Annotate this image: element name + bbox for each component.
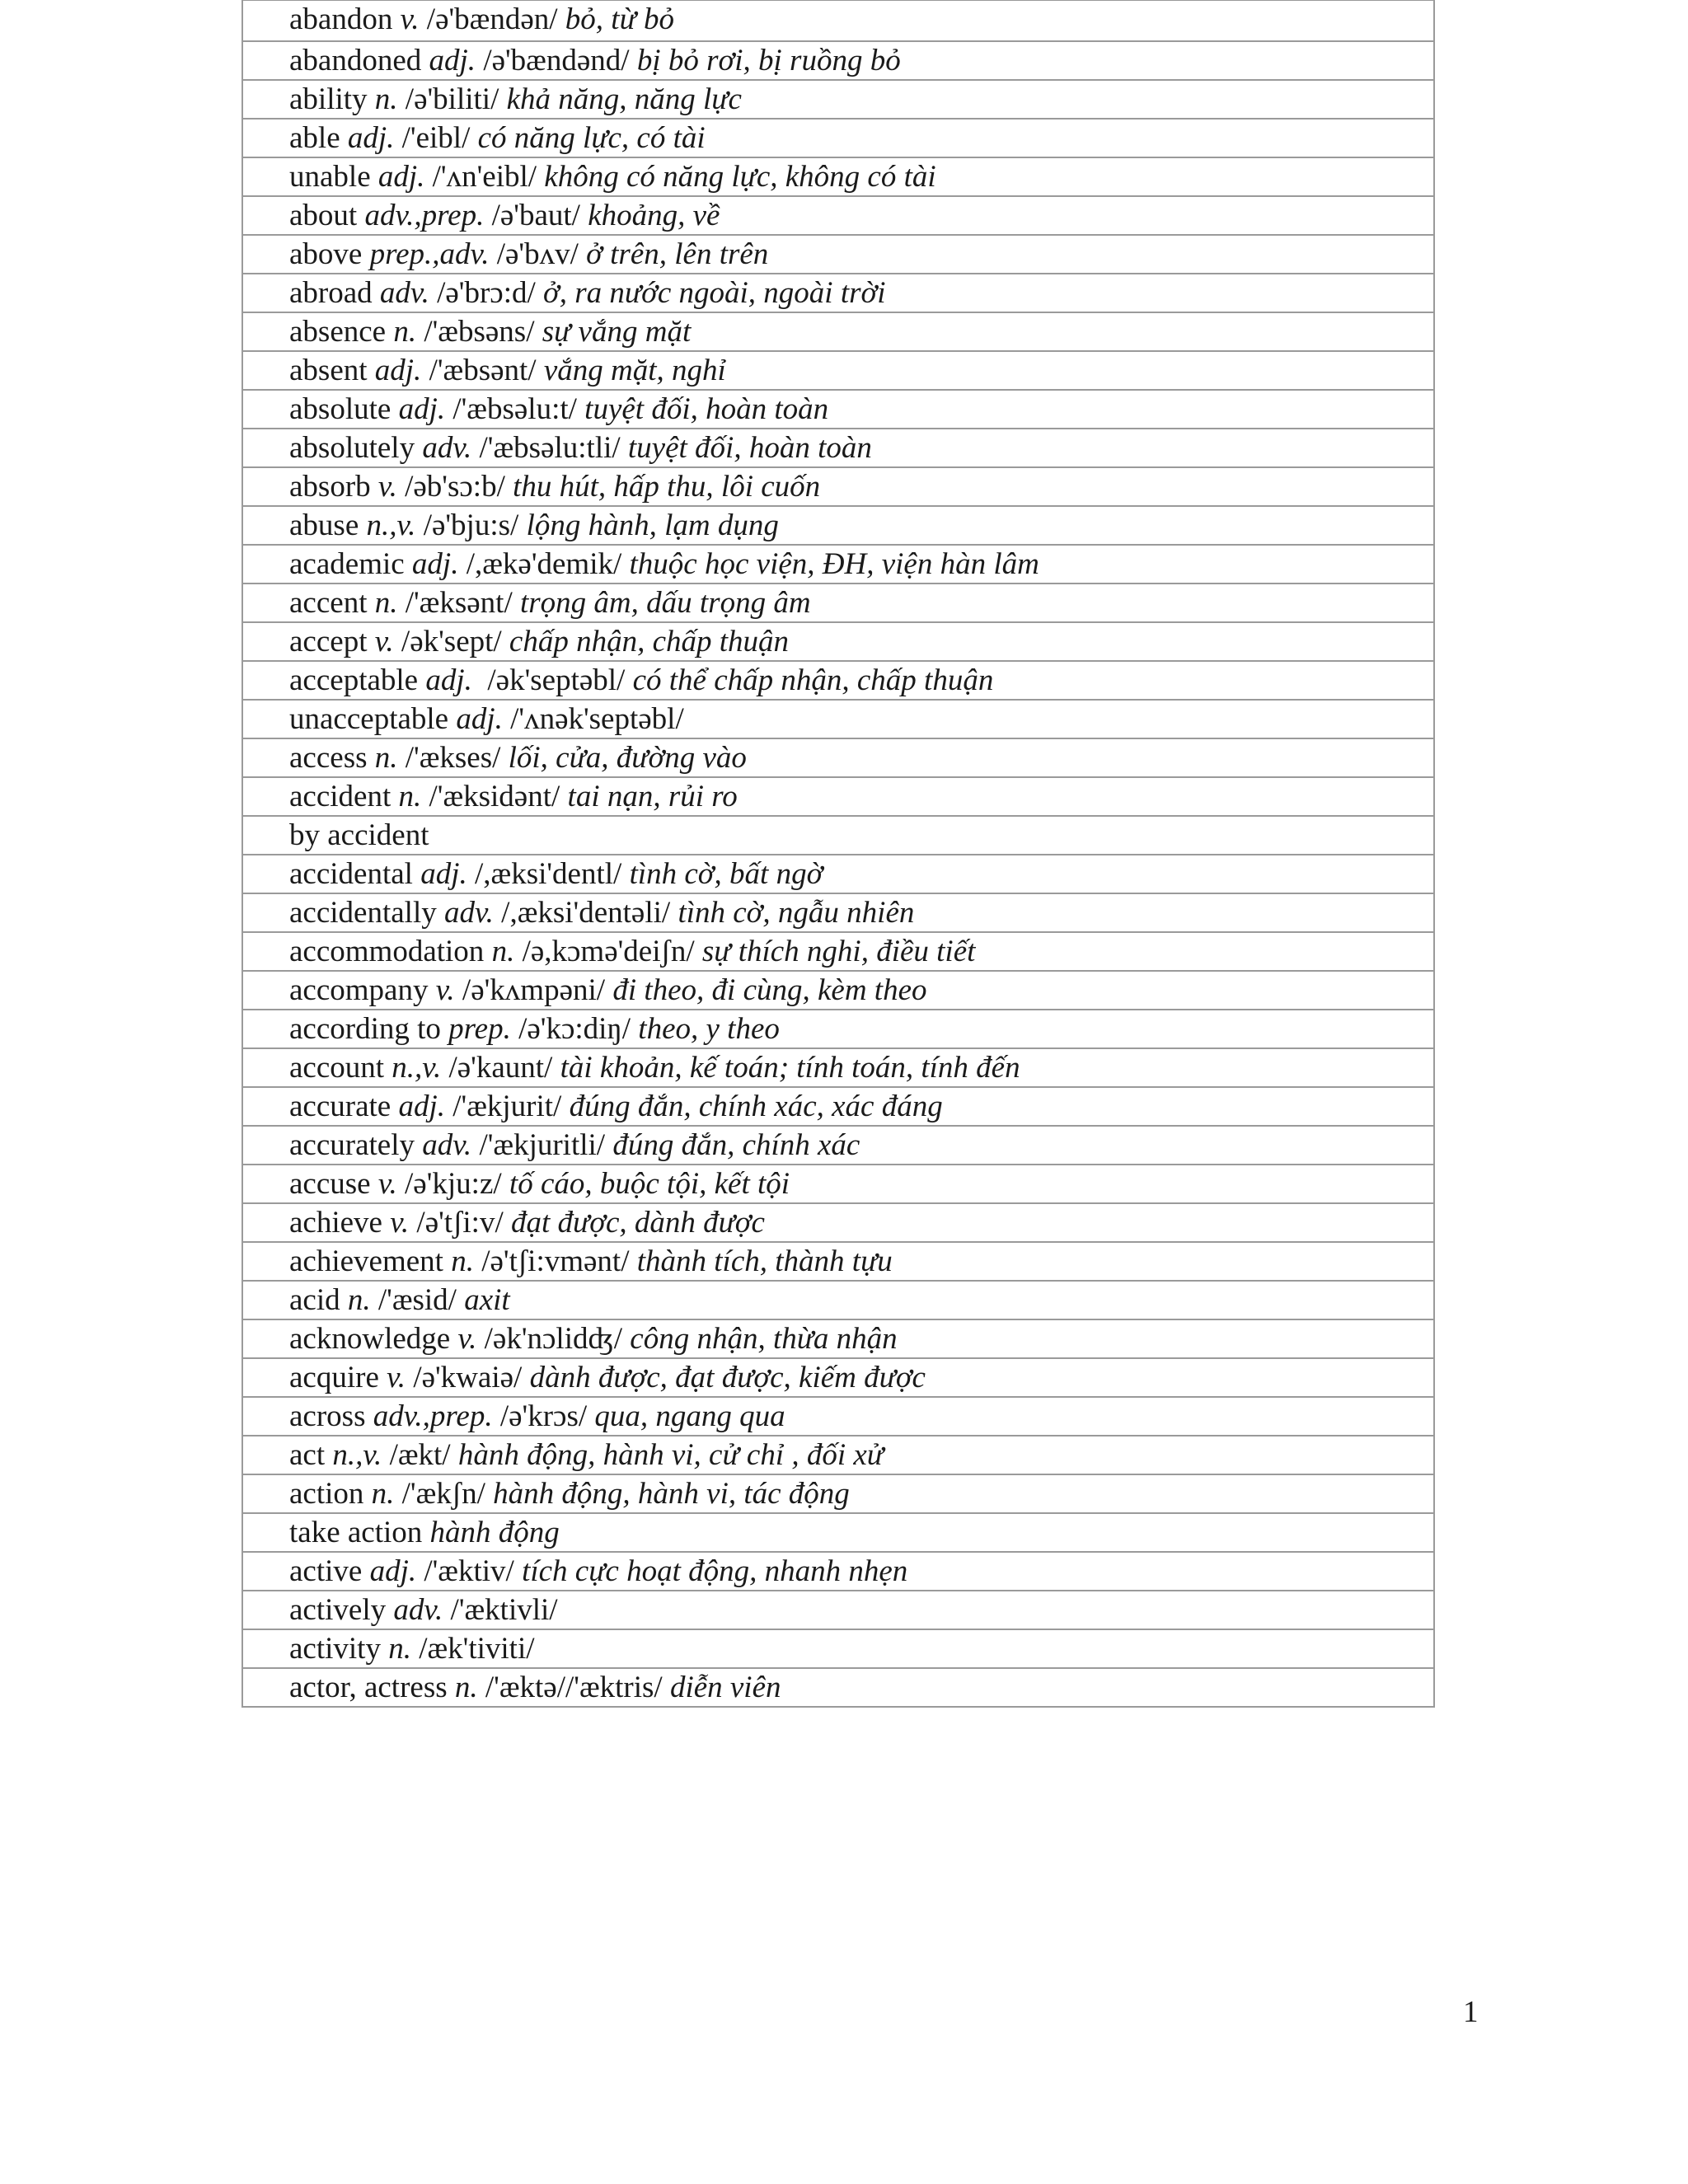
entry-meaning: tai nạn, rủi ro — [567, 780, 738, 813]
entry-word: across — [289, 1399, 366, 1433]
entry-part-of-speech: adj. — [425, 663, 472, 697]
entry-meaning: qua, ngang qua — [594, 1399, 785, 1433]
vocab-row — [243, 79, 1433, 118]
entry-part-of-speech: adj. — [398, 1090, 445, 1123]
entry-pronunciation: /ə'kɔ:diŋ/ — [518, 1012, 631, 1046]
entry-pronunciation: /ək'sept/ — [401, 625, 502, 658]
entry-meaning: tình cờ, bất ngờ — [629, 857, 823, 891]
entry-pronunciation: /,æksi'dentəli/ — [501, 896, 671, 930]
entry-part-of-speech: adj. — [347, 121, 395, 155]
entry-pronunciation: /'æbsəlu:tli/ — [479, 431, 621, 465]
entry-word: access — [289, 741, 368, 775]
entry-word: actively — [289, 1593, 387, 1627]
entry-part-of-speech: n. — [398, 780, 422, 813]
entry-word: accident — [289, 780, 392, 813]
entry-word: accidentally — [289, 896, 437, 930]
vocab-row — [243, 1629, 1433, 1667]
entry-part-of-speech: adv. — [393, 1593, 443, 1627]
entry-part-of-speech: adj. — [374, 354, 422, 387]
entry-meaning: bị bỏ rơi, bị ruồng bỏ — [636, 44, 901, 77]
entry-meaning: thu hút, hấp thu, lôi cuốn — [513, 470, 821, 504]
vocab-row — [243, 0, 1433, 40]
entry-pronunciation: /ə'bju:s/ — [423, 509, 519, 542]
entry-pronunciation: /,æksi'dentl/ — [474, 857, 622, 891]
entry-part-of-speech: adj. — [377, 160, 425, 194]
entry-meaning: tình cờ, ngẫu nhiên — [678, 896, 915, 930]
entry-part-of-speech: n. — [347, 1283, 371, 1317]
entry-word: accurate — [289, 1090, 392, 1123]
entry-pronunciation: /ə'krɔs/ — [499, 1399, 588, 1433]
vocab-row — [243, 583, 1433, 621]
entry-word: absorb — [289, 470, 371, 504]
entry-word: acquire — [289, 1361, 379, 1394]
entry-meaning: khoảng, về — [588, 199, 720, 232]
entry-pronunciation: /'æsid/ — [377, 1283, 457, 1317]
entry-pronunciation: /æk'tiviti/ — [419, 1632, 535, 1666]
vocab-row — [243, 1357, 1433, 1396]
vocab-row — [243, 195, 1433, 234]
entry-word: accuse — [289, 1167, 371, 1201]
entry-part-of-speech: adj. — [398, 392, 446, 426]
vocab-row — [243, 1474, 1433, 1512]
entry-word: accurately — [289, 1128, 415, 1162]
entry-word: act — [289, 1438, 326, 1472]
entry-pronunciation: /ə'bændənd/ — [483, 44, 630, 77]
vocab-row — [243, 273, 1433, 312]
entry-part-of-speech: v. — [390, 1206, 410, 1240]
entry-word: accent — [289, 586, 368, 620]
vocab-row — [243, 815, 1433, 854]
entry-word: unable — [289, 160, 371, 194]
entry-word: active — [289, 1554, 363, 1588]
vocab-row — [243, 505, 1433, 544]
entry-part-of-speech: adv. — [379, 276, 429, 310]
entry-pronunciation: /ək'nɔlidʤ/ — [484, 1322, 623, 1356]
vocab-row — [243, 1280, 1433, 1319]
entry-meaning: tuyệt đối, hoàn toàn — [627, 431, 872, 465]
vocab-row — [243, 738, 1433, 776]
entry-part-of-speech: prep. — [448, 1012, 511, 1046]
entry-part-of-speech: prep.,adv. — [369, 237, 490, 271]
vocab-row — [243, 1086, 1433, 1125]
entry-word: absolute — [289, 392, 392, 426]
entry-pronunciation: /ə'bʌv/ — [496, 237, 579, 271]
entry-meaning: có thể chấp nhận, chấp thuận — [632, 663, 994, 697]
entry-part-of-speech: n. — [374, 82, 398, 116]
entry-meaning: hành động, hành vi, cử chỉ , đối xử — [457, 1438, 884, 1472]
entry-word: acknowledge — [289, 1322, 451, 1356]
vocab-row — [243, 1241, 1433, 1280]
entry-meaning: axit — [464, 1283, 510, 1317]
entry-pronunciation: /'æbsənt/ — [429, 354, 537, 387]
entry-meaning: trọng âm, dấu trọng âm — [520, 586, 811, 620]
vocab-row — [243, 1319, 1433, 1357]
vocab-row — [243, 40, 1433, 79]
entry-part-of-speech: n. — [451, 1244, 474, 1278]
entry-part-of-speech: adj. — [411, 547, 459, 581]
vocab-row — [243, 1047, 1433, 1086]
entry-part-of-speech: adj. — [456, 702, 503, 736]
entry-pronunciation: /'æbsəlu:t/ — [452, 392, 577, 426]
vocab-row — [243, 1512, 1433, 1551]
vocab-row — [243, 389, 1433, 428]
entry-meaning: công nhận, thừa nhận — [630, 1322, 898, 1356]
entry-word: absolutely — [289, 431, 415, 465]
vocab-row — [243, 1202, 1433, 1241]
entry-word: action — [289, 1477, 364, 1511]
entry-part-of-speech: adv. — [422, 1128, 472, 1162]
entry-part-of-speech: v. — [377, 470, 397, 504]
entry-part-of-speech: v. — [457, 1322, 477, 1356]
entry-part-of-speech: adv.,prep. — [373, 1399, 493, 1433]
entry-word: accidental — [289, 857, 413, 891]
entry-pronunciation: /'ʌnək'septəbl/ — [510, 702, 684, 736]
entry-part-of-speech: n. — [491, 935, 515, 968]
entry-pronunciation: /'ækjurit/ — [452, 1090, 562, 1123]
entry-meaning: hành động, hành vi, tác động — [493, 1477, 850, 1511]
entry-word: acid — [289, 1283, 340, 1317]
entry-part-of-speech: n. — [454, 1671, 478, 1704]
entry-word: academic — [289, 547, 405, 581]
vocab-row — [243, 466, 1433, 505]
entry-word: activity — [289, 1632, 381, 1666]
entry-word: unacceptable — [289, 702, 449, 736]
entry-word: abuse — [289, 509, 359, 542]
entry-meaning: lối, cửa, đường vào — [508, 741, 747, 775]
entry-meaning: sự thích nghi, điều tiết — [701, 935, 976, 968]
vocab-row — [243, 234, 1433, 273]
entry-part-of-speech: n.,v. — [332, 1438, 382, 1472]
vocab-row — [243, 428, 1433, 466]
vocab-row — [243, 1435, 1433, 1474]
entry-part-of-speech: adv. — [443, 896, 494, 930]
entry-word: absent — [289, 354, 368, 387]
entry-meaning: đúng đắn, chính xác, xác đáng — [569, 1090, 943, 1123]
entry-pronunciation: /'eibl/ — [401, 121, 471, 155]
entry-part-of-speech: n.,v. — [392, 1051, 442, 1085]
entry-word: take action — [289, 1516, 423, 1549]
entry-pronunciation: /'æktivli/ — [450, 1593, 558, 1627]
entry-meaning: khả năng, năng lực — [506, 82, 742, 116]
entry-word: abandon — [289, 2, 393, 36]
entry-meaning: chấp nhận, chấp thuận — [509, 625, 790, 658]
entry-word: acceptable — [289, 663, 419, 697]
entry-pronunciation: /,ækə'demik/ — [466, 547, 622, 581]
entry-pronunciation: /'æbsəns/ — [424, 315, 535, 349]
entry-pronunciation: /ək'septəbl/ — [480, 663, 626, 697]
entry-part-of-speech: n. — [374, 741, 398, 775]
entry-word: accept — [289, 625, 368, 658]
entry-meaning: hành động — [429, 1516, 560, 1549]
entry-meaning: tuyệt đối, hoàn toàn — [584, 392, 829, 426]
entry-pronunciation: /ə'bændən/ — [426, 2, 558, 36]
entry-meaning: tích cực hoạt động, nhanh nhẹn — [522, 1554, 908, 1588]
entry-word: actor, actress — [289, 1671, 448, 1704]
entry-part-of-speech: adj. — [369, 1554, 417, 1588]
entry-meaning: dành được, đạt được, kiếm được — [529, 1361, 926, 1394]
entry-pronunciation: /'æktiv/ — [424, 1554, 514, 1588]
entry-word: above — [289, 237, 363, 271]
vocab-row — [243, 699, 1433, 738]
entry-part-of-speech: v. — [435, 973, 455, 1007]
entry-part-of-speech: v. — [400, 2, 420, 36]
entry-pronunciation: /ə'brɔ:d/ — [437, 276, 536, 310]
entry-part-of-speech: n.,v. — [366, 509, 416, 542]
entry-part-of-speech: v. — [387, 1361, 406, 1394]
entry-pronunciation: /ə'biliti/ — [405, 82, 499, 116]
entry-meaning: thuộc học viện, ĐH, viện hàn lâm — [629, 547, 1039, 581]
vocab-row — [243, 1396, 1433, 1435]
entry-word: achieve — [289, 1206, 382, 1240]
entry-pronunciation: /'æksidənt/ — [429, 780, 560, 813]
entry-meaning: tố cáo, buộc tội, kết tội — [509, 1167, 790, 1201]
entry-part-of-speech: v. — [374, 625, 394, 658]
entry-pronunciation: /'æktə//'æktris/ — [485, 1671, 663, 1704]
entry-part-of-speech: v. — [377, 1167, 397, 1201]
entry-word: accompany — [289, 973, 429, 1007]
entry-pronunciation: /ə'kju:z/ — [405, 1167, 502, 1201]
vocab-row — [243, 1551, 1433, 1590]
vocab-row — [243, 1590, 1433, 1629]
entry-meaning: ở trên, lên trên — [586, 237, 769, 271]
entry-part-of-speech: n. — [388, 1632, 411, 1666]
entry-word: about — [289, 199, 358, 232]
vocab-row — [243, 621, 1433, 660]
entry-meaning: theo, y theo — [638, 1012, 780, 1046]
vocab-row — [243, 350, 1433, 389]
entry-meaning: đúng đắn, chính xác — [612, 1128, 860, 1162]
entry-pronunciation: /'ækjuritli/ — [479, 1128, 606, 1162]
entry-meaning: có năng lực, có tài — [477, 121, 706, 155]
vocab-row — [243, 970, 1433, 1009]
entry-pronunciation: /ækt/ — [389, 1438, 451, 1472]
entry-meaning: không có năng lực, không có tài — [544, 160, 936, 194]
vocab-row — [243, 118, 1433, 157]
vocab-row — [243, 544, 1433, 583]
entry-pronunciation: /ə'tʃi:v/ — [416, 1206, 504, 1240]
entry-pronunciation: /'ækʃn/ — [401, 1477, 485, 1511]
vocab-row — [243, 1667, 1433, 1706]
entry-word: by accident — [289, 818, 429, 852]
entry-word: abandoned — [289, 44, 422, 77]
entry-part-of-speech: n. — [374, 586, 398, 620]
entry-meaning: lộng hành, lạm dụng — [526, 509, 779, 542]
entry-meaning: đạt được, dành được — [510, 1206, 765, 1240]
entry-meaning: ở, ra nước ngoài, ngoài trời — [543, 276, 886, 310]
vocab-row — [243, 660, 1433, 699]
entry-part-of-speech: adv.,prep. — [364, 199, 485, 232]
entry-meaning: bỏ, từ bỏ — [565, 2, 675, 36]
entry-part-of-speech: n. — [393, 315, 417, 349]
vocab-row — [243, 1164, 1433, 1202]
entry-pronunciation: /ə,kɔmə'deiʃn/ — [522, 935, 695, 968]
entry-word: according to — [289, 1012, 441, 1046]
entry-meaning: vắng mặt, nghỉ — [543, 354, 726, 387]
entry-word: able — [289, 121, 340, 155]
entry-pronunciation: /'æksənt/ — [405, 586, 513, 620]
entry-word: accommodation — [289, 935, 485, 968]
entry-part-of-speech: n. — [371, 1477, 395, 1511]
entry-pronunciation: /ə'kʌmpəni/ — [462, 973, 606, 1007]
vocab-row — [243, 931, 1433, 970]
entry-pronunciation: /ə'tʃi:vmənt/ — [481, 1244, 630, 1278]
entry-word: ability — [289, 82, 368, 116]
entry-pronunciation: /'ʌn'eibl/ — [432, 160, 537, 194]
entry-word: absence — [289, 315, 387, 349]
vocab-row — [243, 1009, 1433, 1047]
entry-pronunciation: /'ækses/ — [405, 741, 501, 775]
vocab-row — [243, 776, 1433, 815]
entry-pronunciation: /ə'kaunt/ — [448, 1051, 553, 1085]
entry-word: abroad — [289, 276, 373, 310]
entry-meaning: sự vắng mặt — [542, 315, 692, 349]
entry-pronunciation: /əb'sɔ:b/ — [405, 470, 505, 504]
entry-meaning: thành tích, thành tựu — [636, 1244, 893, 1278]
entry-part-of-speech: adv. — [422, 431, 472, 465]
vocab-row — [243, 157, 1433, 195]
entry-word: achievement — [289, 1244, 443, 1278]
vocab-row — [243, 1125, 1433, 1164]
vocabulary-table — [241, 0, 1435, 1708]
vocab-row — [243, 854, 1433, 893]
entry-part-of-speech: adj. — [420, 857, 467, 891]
entry-word: account — [289, 1051, 385, 1085]
vocab-row — [243, 312, 1433, 350]
page-number: 1 — [1463, 1995, 1479, 2029]
entry-meaning: tài khoản, kế toán; tính toán, tính đến — [560, 1051, 1020, 1085]
entry-pronunciation: /ə'kwaiə/ — [413, 1361, 523, 1394]
entry-meaning: diễn viên — [669, 1671, 781, 1704]
vocab-row — [243, 893, 1433, 931]
entry-pronunciation: /ə'baut/ — [491, 199, 580, 232]
entry-part-of-speech: adj. — [429, 44, 476, 77]
entry-meaning: đi theo, đi cùng, kèm theo — [612, 973, 927, 1007]
